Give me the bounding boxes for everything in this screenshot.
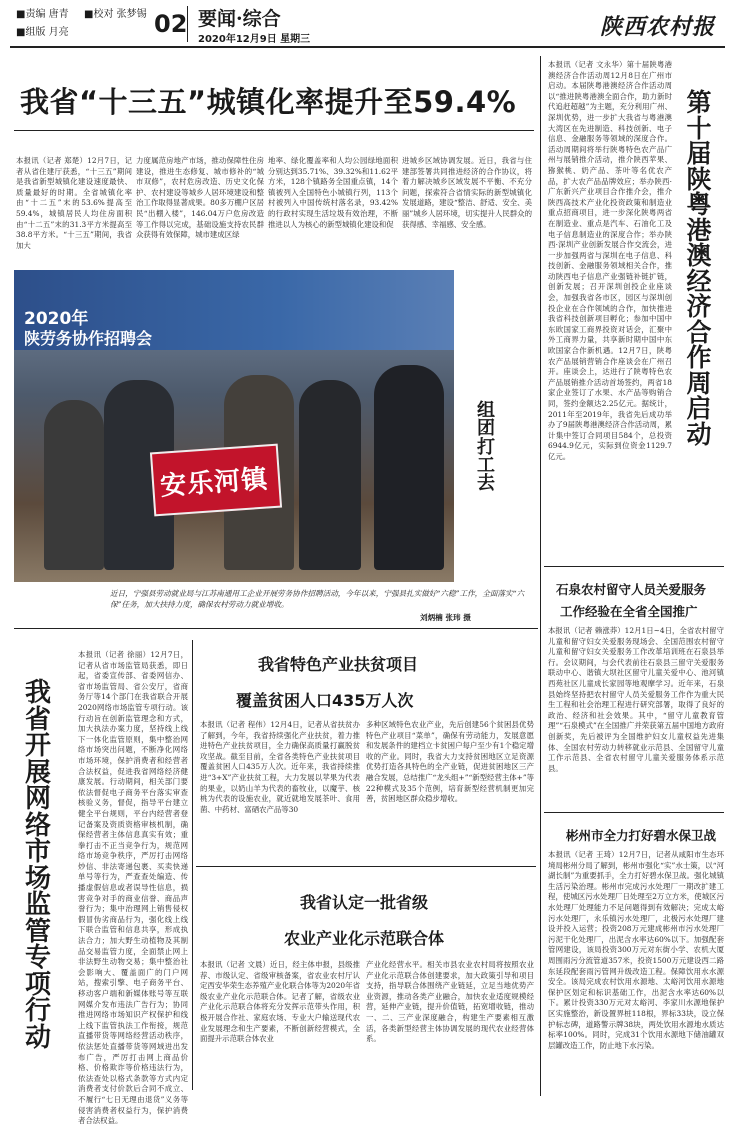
right-column-divider (540, 56, 541, 1096)
section-rule (544, 812, 724, 813)
article3-col1: 本报讯（记者 程伟）12月4日，记者从省扶贫办了解到，今年，我省持续强化产业扶贫，着力推进特色产业扶贫项目，全力确保高质量打赢脱贫攻坚战。截至目前，全省各类特色产业扶贫项目覆盖贫困人口435万人次。近年来，我省持续推进“3+X”产业扶贫工程，大力发展以苹果为代表的果业，以奶山羊为代表的畜牧业，以魔芋、核桃为代表的设施农业，就近就地发展茶叶、食用菌、中药材、富硒农产品等30 (200, 720, 360, 814)
headline-rule (14, 130, 534, 131)
article5-body: 本报讯（记者 文永华）第十届陕粤港澳经济合作活动周12月8日在广州市启动。本届陕粤港澳经济合作活动周以“推进陕粤港澳全面合作，助力新时代追赶超越”为主题，充分利用广州、深圳优势，进一步扩大我省与粤港澳大湾区在先进制造、科技创新、电子信息、金融服务等领域的深度合作。活动周期间将举行陕粤特色农产品广州与展销推介活动，推介陕西苹果、猕猴桃、奶产品、茶叶等名优农产品，扩大农产品品牌效应；举办陕西·广东新兴产业项目合作推介会，推介陕西高技术产业化投资政策和制造业重点招商项目，进一步深化陕粤两省在制造业、重点是汽车、石油化工及电子信息制造业的深度合作；举办陕西·深圳产业创新发展合作交流会，进一步加强两省与深圳在电子信息、科技创新、金融服务领域相关合作，推动陕西电子信息产业强链补链扩链，创新发展；召开深圳创投企业座谈会，加强我省各市区，园区与深圳创投企业在合作领域的合作，加快推进我省科技创新项目孵化；参加中国中东欧国家工商界投资对话会，汇聚中外工商界力量，共享新时期中国中东欧国家合作新机遇。12月7日，陕粤农产品展销营销合作座谈会在广州召开。座谈会上，达进行了陕粤特色农产品展销推介活动首场签约，两省18家企业签订了水果、水产品等购销合同，签约金额达2.25亿元。据统计，2011年至2019年，我省先后成功举办了9届陕粤港澳经济合作活动周，累计集中签订合同项目584个，总投资6944.9亿元，实际到位资金1129.7亿元。 (548, 60, 672, 461)
masthead-logo: 陕西农村报 (600, 14, 716, 40)
article2-body: 本报讯（记者 徐丽）12月7日，记者从省市场监管局获悉，即日起，省委宣传部、省委网信办、省市场监管局、省公安厅，省商务厅等14个部门在我省联合开展2020网络市场监管专项行动。该行动旨在创新监管理念和方式，加大执法办案力度，坚持线上线下一体化监管原则，集中整治网络市场突出问题，不断净化网络市场环境，保护消费者和经营者合法权益，促进我省网络经济健康发展。行动期间，相关部门要依法督促电子商务平台落实审查核验义务，督促，指导平台建立健全平台规则，平台内经营者登记备案及资质资格审核机制，确保经营者主体信息真实有效；重拳打击不正当竞争行为，规范网络市场竞争秩序，严厉打击网络炒信、非法寄递包裹、买卖快递单号等行为，严查查处编造、传播虚假信息或者误导性信息，损害竞争对手的商业信誉、商品声誉行为；集中治理网上销售侵权假冒伪劣商品行为，强化线上线下联合监管和信息共享，形成执法合力；加大野生动植物及其制品交易监管力度，全面禁止网上非法野生动物交易；集中整治社会影响大、覆盖面广的门户网站，搜索引擎、电子商务平台、移动客户端和新媒体账号等互联网媒介发布违法广告行为；协同推进网络市场知识产权保护和线上线下监管执法工作衔接，规范直播带货等网络经营活动秩序，依法惩处直播带货等网域进出发布广告，严厉打击网上商品价格、价格欺诈等价格违法行为，依法查处以格式条款等方式内定消费者支付价款后合同不成立、不履行“七日无理由退货”义务等侵害消费者权益行为，保护消费者合法权益。 (78, 650, 188, 1126)
article6-headline-line1: 石泉农村留守人员关爱服务 (556, 582, 707, 597)
town-sign (150, 444, 282, 517)
section-rule (196, 866, 536, 867)
article1-col1: 本报讯（记者 郑楚）12月7日，记者从省住建厅获悉，“十三五”期间是我省新型城镇化建设速度最快、质量最好的时期。全省城镇化率由“十二五”末的53.6%提高至59.4%，城镇居民人均住房面积由“十二五”末的31.3平方米提高至38.8平方米。“十三五”期间，我省加大 (16, 156, 132, 250)
article1-col4: 进城乡区域协调发展。近日，我省与住建部签署共同推进经济的合作协议，将着力解决城乡区域发展不平衡、不充分问题，探索符合省情实际的新型城镇化发展道路，建设“整洁、舒适、安全、美丽”城乡人居环境，切实提升人民群众的获得感、幸福感、安全感。 (402, 156, 532, 229)
article4-col2: 产业化经营水平。相关市县农业农村局将按照农业产业化示范联合体创建要求，加大政策引导和项目支持，指导联合体围绕产业链延，立足当地优势产业资源，推动各类产业融合，加快农业适度规模经营，延伸产业链，提升价值链，拓宽增收链，推动一、二、三产业深度融合，构建生产要素相互激活，各类新型经营主体协调发展的现代农业经营体系。 (366, 960, 534, 1044)
banner-year: 2020年 (24, 309, 89, 329)
article5-headline: 第十届陕粤港澳经济合作周启动 (686, 88, 712, 449)
person-figure (44, 400, 104, 570)
photo-side-panel (454, 270, 540, 582)
article4-headline-line2: 农业产业化示范联合体 (284, 929, 445, 948)
section-title: 要闻·综合 (198, 8, 281, 30)
proofreader-credit: ■校对 张梦锡 (84, 9, 147, 20)
page-number-box (150, 6, 188, 42)
article7-body: 本报讯（记者 王琦）12月7日，记者从咸阳市生态环境局彬州分局了解到，彬州市强化“实”水士策，以“河湖长制”为重要抓手，全力打好碧水保卫战。强化城镇生活污染治理。彬州市完成污水处理厂一期改扩建工程，使城区污水处理厂日处理至2万立方米，使城区污水处理厂处理能力不足问题得到有效解决；完成太峪污水处理厂，永乐镇污水处理厂，北极污水处理厂建设并投入运营；投资208万元建成彬州市污水处理厂污泥干化处理厂，出泥含水率达60%以下。加强配套管网建设，该局投资300万元对东街小学、农机大厦周围雨污分流管道357米，投资1500万元建设西二路东延段配套雨污管网升级改造工程。保障饮用水水源安全。该局完成农村饮用水源地、太峪河饮用水源地保护区划定和标识基础工作，出泥含水率达60%以下。累计投资330万元对太峪河、李家川水源地保护区实施整治，新设置界桩118根，界标33块，设立保护标志碑，道路警示牌38块，两处饮用水源地水质达标率100%。同时，完成31个饮用水源地下储油罐双层罐改造工作，防止地下水污染。 (548, 850, 724, 1050)
article2-headline: 我省开展网络市场监管专项行动 (24, 678, 51, 1053)
photo-side-headline: 组团打工去 (477, 400, 495, 495)
article1-headline: 我省“十三五”城镇化率提升至59.4% (20, 85, 517, 119)
article3-col2: 多种区域特色农业产业，先后创建56个贫困县优势特色产业项目“菜单”，确保有劳动能力，发展意愿和发展条件的建档立卡贫困户每户至少有1个稳定增收的产业。同时，我省大力支持贫困地区立足资源优势打造各具特色的全产业链，促进贫困地区三产融合发展，总结推广“龙头组+”“新型经营主体+”等22种模式及35个范例，培育新型经营机制更加完善，贫困地区群众稳步增收。 (366, 720, 534, 804)
article1-col2: 力度属范房地产市场，推动保障性住房建设，推进生态修复、城市修补的“城市双修”，农村危房改造、历史文化保护、农村建设等城乡人居环境建设和整治工作取得显著成果。80多万棚户区居民“出棚入楼”，146.04万户危房改造等工作得以完成，基础设施支持农民群众获得有效保障，城市建成区绿 (136, 156, 264, 240)
town-sign-text: 安乐河镇 (159, 464, 270, 502)
page-number: 02 (154, 10, 188, 38)
job-fair-photo (14, 270, 454, 582)
layout-credit: ■组版 月亮 (16, 27, 69, 38)
article4-headline-line1: 我省认定一批省级 (300, 893, 429, 912)
person-figure (374, 365, 444, 570)
banner-text: 陕劳务协作招聘会 (24, 329, 153, 348)
column-divider (192, 640, 193, 1090)
editor-credit: ■责编 唐青 (16, 9, 69, 20)
article7-headline: 彬州市全力打好碧水保卫战 (566, 828, 717, 843)
section-rule (544, 566, 724, 567)
article4-col1: 本报讯（记者 文晨）近日，经主体申报，县级推荐、市级认定、省级审核备案，省农业农村厅认定西安华荣生态养殖产业化联合体等为2020年省级农业产业化示范联合体。记者了解，省级农业产业化示范联合体将充分发挥示范带头作用，积极开展合作社、家庭农场、专业大户输送现代农业发展理念和生产要素，不断创新经营模式，全面提升示范联合体农业 (200, 960, 360, 1044)
article3-headline-line2: 覆盖贫困人口435万人次 (236, 691, 414, 710)
article6-headline-line2: 工作经验在全省全国推广 (560, 604, 698, 619)
article3-headline-line1: 我省特色产业扶贫项目 (258, 655, 419, 674)
photo-bottom-rule (14, 628, 538, 629)
photo-caption: 近日，宁强县劳动就业局与江苏南通用工企业开展劳务协作招聘活动，今年以来，宁强县扎实做好“六稳”工作，全面落实“六保”任务，加大扶持力度，确保农村劳动力就业增收。 (110, 589, 525, 609)
article1-col3: 地率、绿化覆盖率和人均公园绿地面积分别达到35.71%、39.32%和11.62平方米，128个镇路务全国重点镇，14个镇被列入全国特色小城镇行列，113个村被列入中国传统村落名录，93.42%的行政村实现生活垃圾有效治理，不断推进以人为核心的新型城镇化建设和促 (268, 156, 398, 229)
person-figure (299, 380, 361, 570)
header-rule (10, 46, 725, 48)
article6-body: 本报讯（记者 赖涨莽）12月1日~4日，全省农村留守儿童和留守妇女关爱服务现场会、全国范围农村留守儿童和留守妇女关爱服务工作改革培训班在石泉县举行。会议期间，与会代表前往石泉县三留守关爱服务联动中心、谐镇大坝社区留守儿童关爱中心、池河镇西苑社区儿童成长家园等地观摩学习。近年来，石泉县始终坚持把农村留守人员关爱服务工作作为重大民生工程和社会治理工程进行研究部署，取得了良好的政治、经济和社会效果。其中，“留守儿童教育管理”“石泉模式”在全国推广并荣获第五届中国地方政府创新奖，先后被评为全国维护妇女儿童权益先进集体、全国农村劳动力转移就业示范县、全国留守儿童工作示范县、全省农村留守儿童关爱服务体系示范县。 (548, 626, 724, 773)
photo-credit: 刘炳楠 张玮 摄 (420, 613, 471, 622)
issue-date: 2020年12月9日 星期三 (198, 34, 311, 45)
